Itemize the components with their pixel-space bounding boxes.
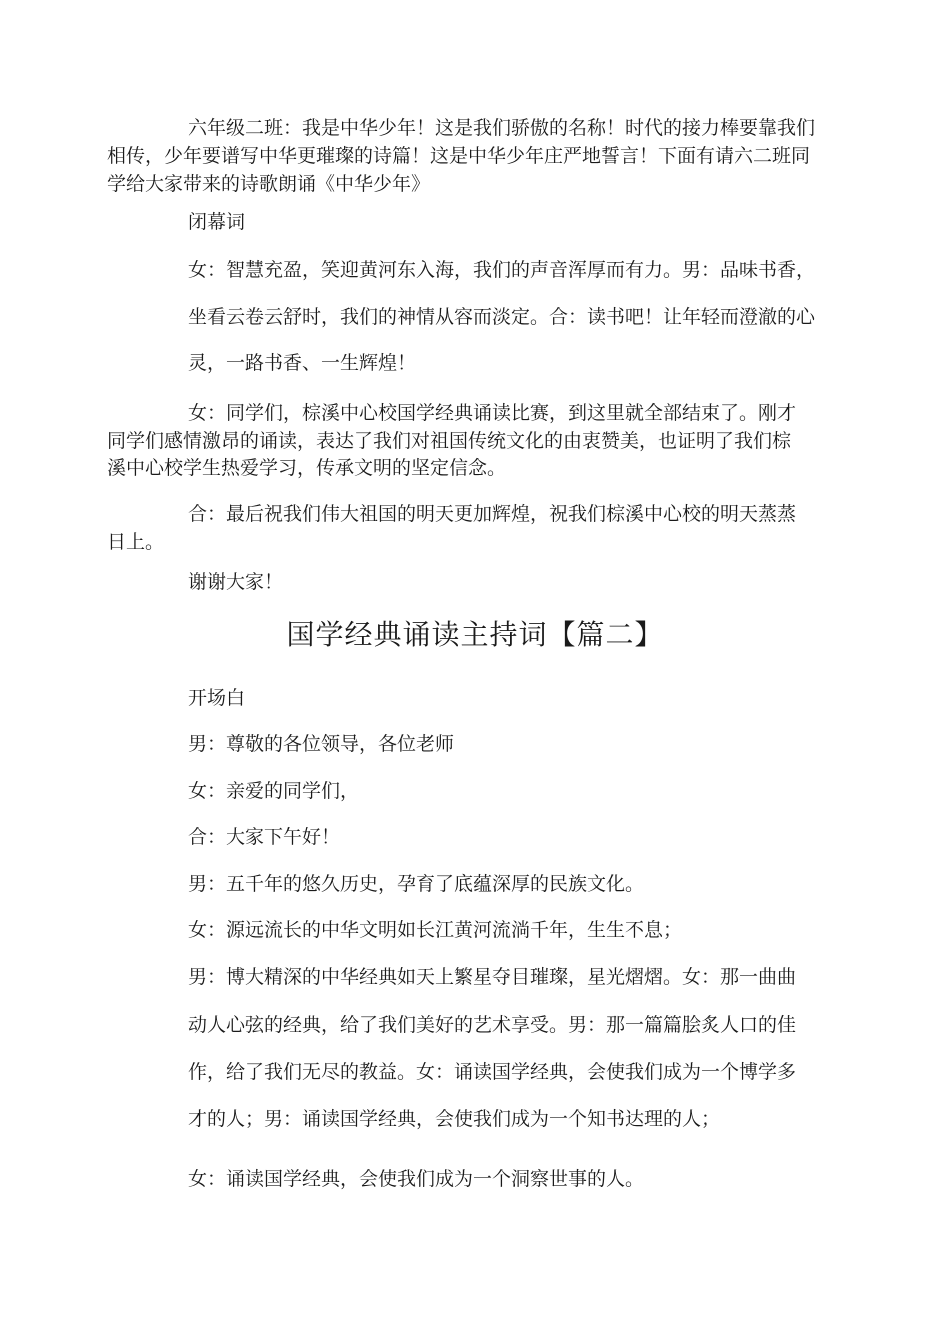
text-line: 男：博大精深的中华经典如天上繁星夺目璀璨，星光熠熠。女：那一曲曲 bbox=[188, 966, 797, 988]
text-line: 合：最后祝我们伟大祖国的明天更加辉煌，祝我们棕溪中心校的明天蒸蒸 bbox=[188, 503, 797, 525]
section-heading-opening: 开场白 bbox=[188, 687, 246, 709]
text-line: 坐看云卷云舒时，我们的神情从容而淡定。合：读书吧！让年轻而澄澈的心 bbox=[188, 306, 816, 328]
section-heading-closing: 闭幕词 bbox=[188, 211, 246, 233]
text-line: 女：源远流长的中华文明如长江黄河流淌千年，生生不息； bbox=[188, 919, 683, 941]
thanks-line: 谢谢大家！ bbox=[188, 571, 284, 593]
text-line: 女：同学们，棕溪中心校国学经典诵读比赛，到这里就全部结束了。刚才 bbox=[188, 402, 797, 424]
text-line: 六年级二班：我是中华少年！这是我们骄傲的名称！时代的接力棒要靠我们 bbox=[188, 117, 816, 139]
text-line: 男：五千年的悠久历史，孕育了底蕴深厚的民族文化。 bbox=[188, 873, 645, 895]
text-line: 合：大家下午好！ bbox=[188, 826, 341, 848]
text-line: 女：亲爱的同学们， bbox=[188, 780, 360, 802]
text-line: 才的人；男：诵读国学经典，会使我们成为一个知书达理的人； bbox=[188, 1108, 721, 1130]
text-line: 灵，一路书香、一生辉煌！ bbox=[188, 352, 417, 374]
text-line: 日上。 bbox=[107, 531, 165, 553]
text-line: 溪中心校学生热爱学习，传承文明的坚定信念。 bbox=[107, 457, 507, 479]
text-line: 女：智慧充盈，笑迎黄河东入海，我们的声音浑厚而有力。男：品味书香， bbox=[188, 259, 816, 281]
section-title: 国学经典诵读主持词【篇二】 bbox=[286, 618, 664, 651]
text-line: 动人心弦的经典，给了我们美好的艺术享受。男：那一篇篇脍炙人口的佳 bbox=[188, 1014, 797, 1036]
text-line: 作，给了我们无尽的教益。女：诵读国学经典，会使我们成为一个博学多 bbox=[188, 1061, 797, 1083]
text-line: 男：尊敬的各位领导，各位老师 bbox=[188, 733, 455, 755]
text-line: 同学们感情激昂的诵读，表达了我们对祖国传统文化的由衷赞美，也证明了我们棕 bbox=[107, 430, 792, 452]
text-line: 相传，少年要谱写中华更璀璨的诗篇！这是中华少年庄严地誓言！下面有请六二班同 bbox=[107, 145, 811, 167]
text-line: 女：诵读国学经典，会使我们成为一个洞察世事的人。 bbox=[188, 1168, 645, 1190]
text-line: 学给大家带来的诗歌朗诵《中华少年》 bbox=[107, 173, 431, 195]
